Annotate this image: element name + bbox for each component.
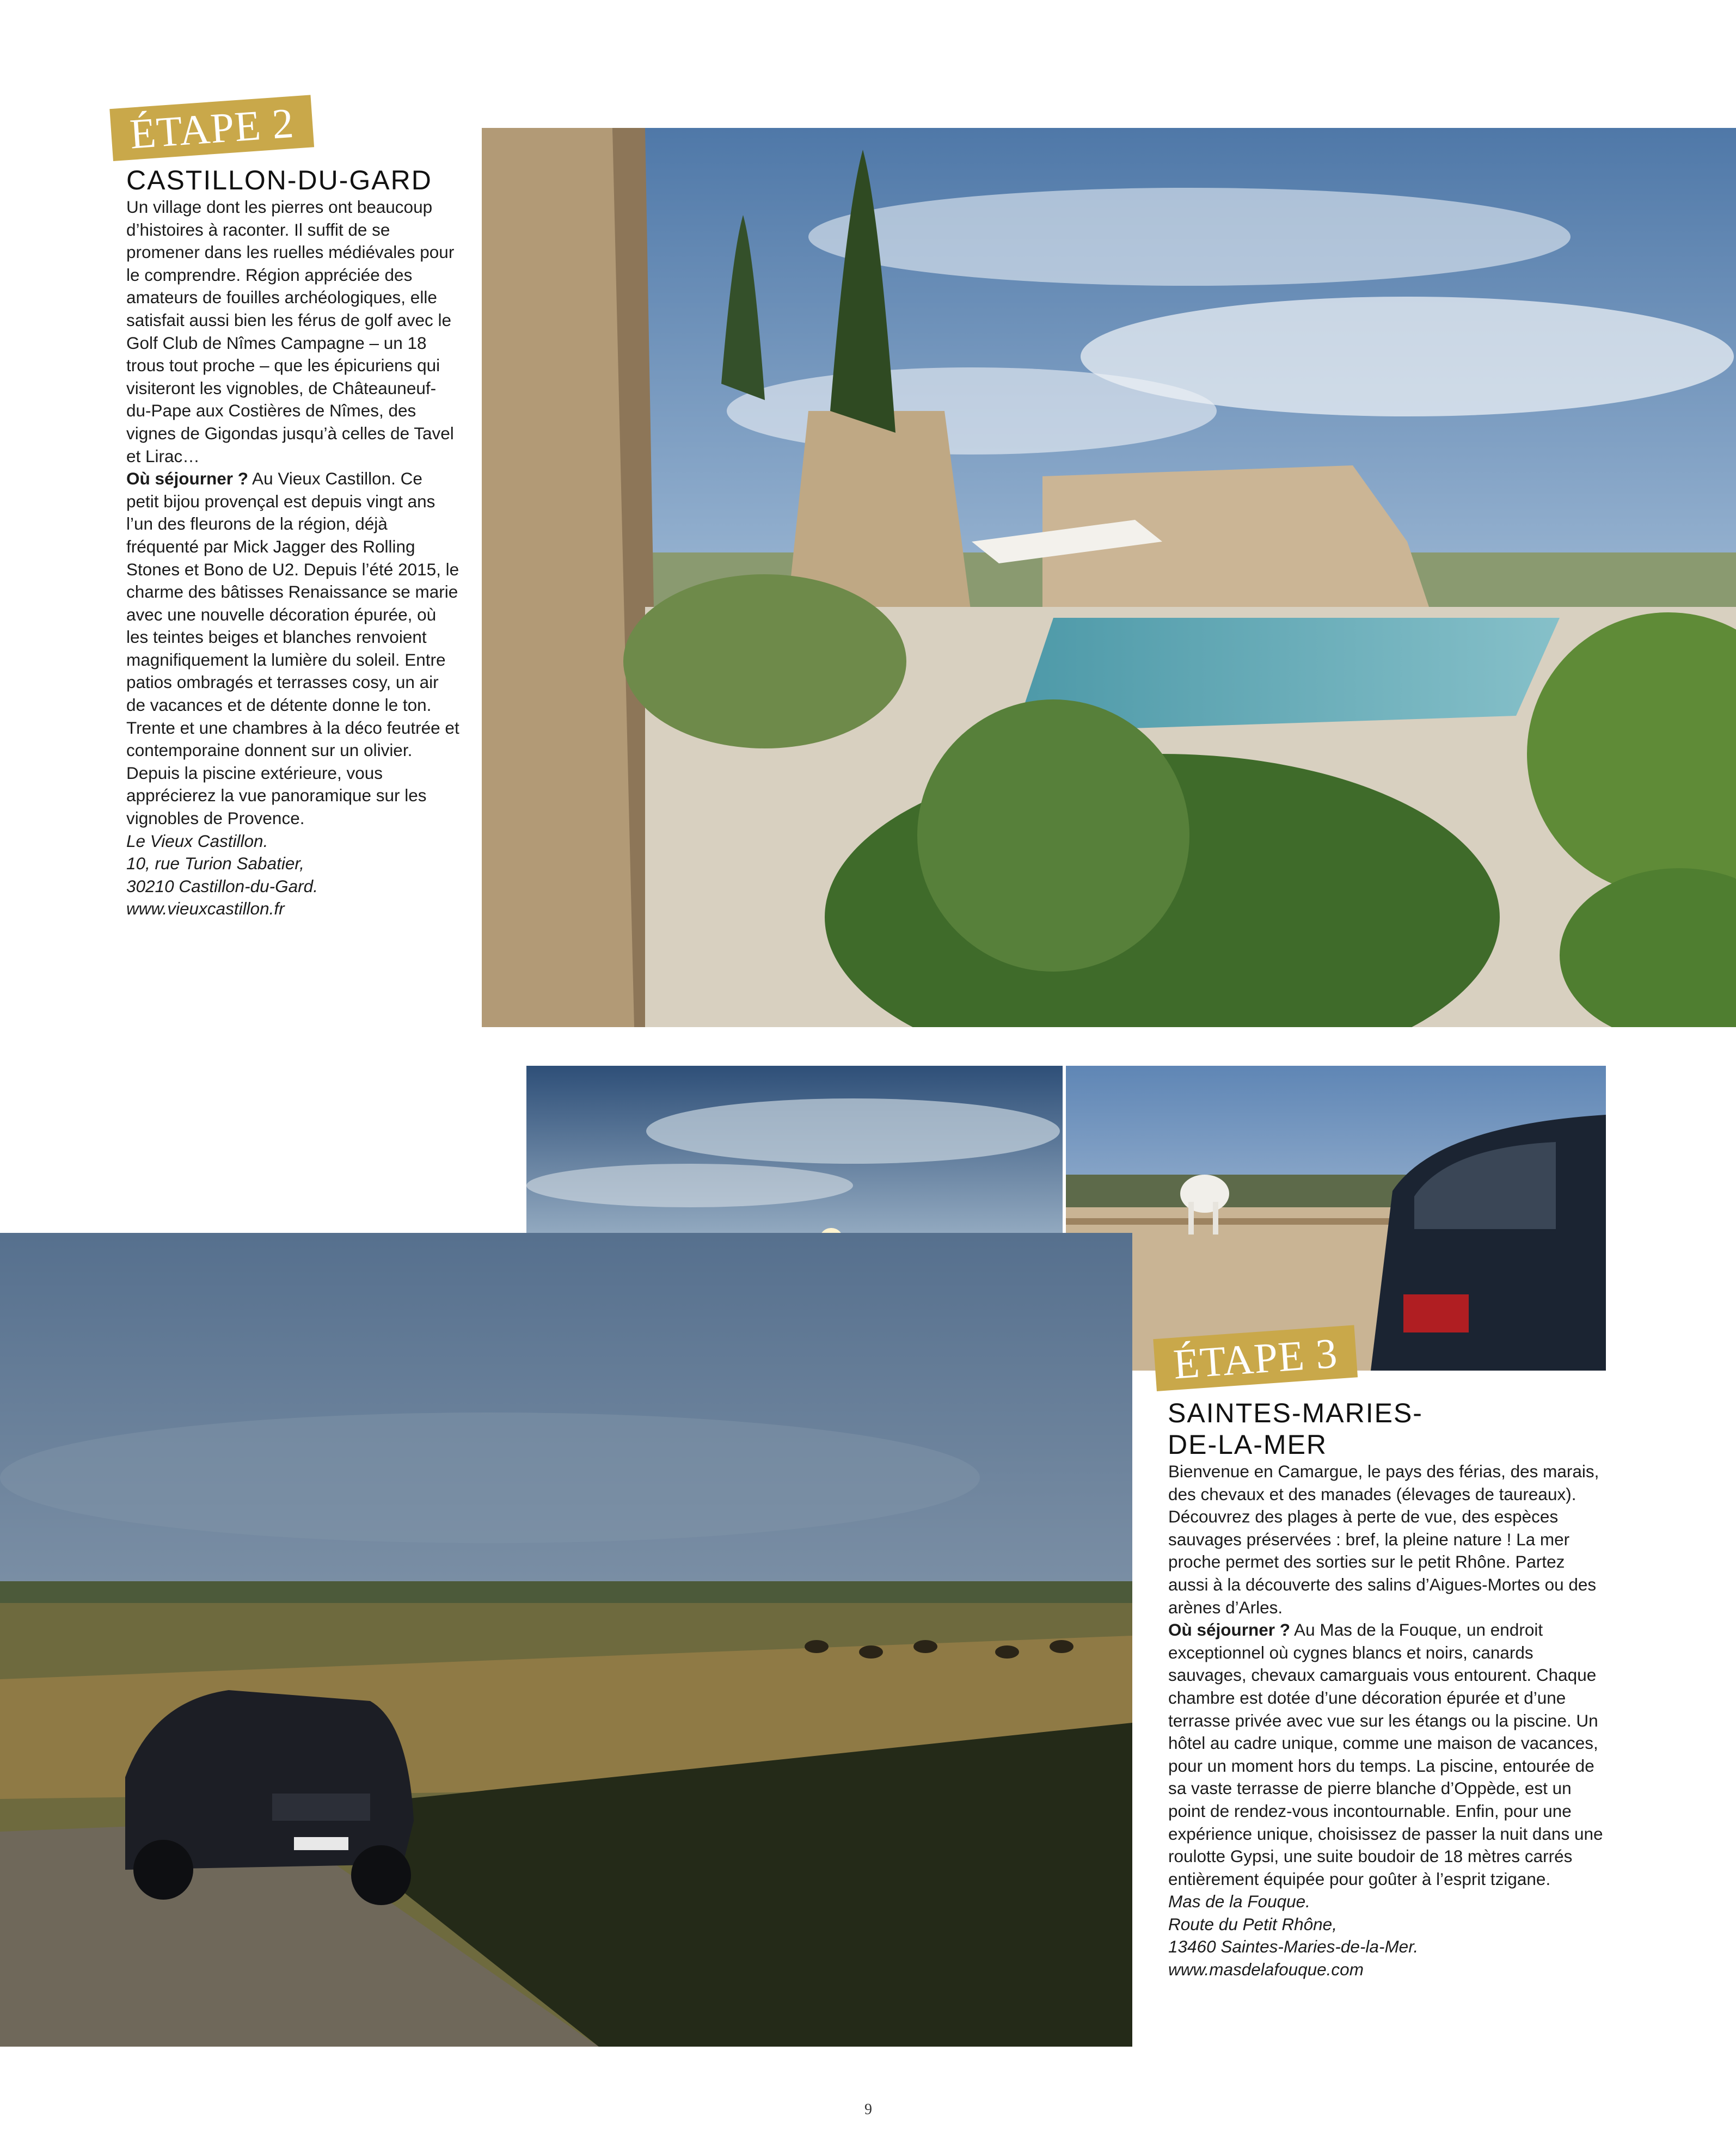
stage2-address-street: 10, rue Turion Sabatier, — [126, 853, 304, 874]
stage3-website-link[interactable]: www.masdelafouque.com — [1168, 1960, 1364, 1980]
stage2-stay-label: Où séjourner ? — [126, 469, 249, 489]
stage2-title: CASTILLON-DU-GARD — [126, 165, 432, 195]
stage2-stay — [126, 468, 459, 830]
stage3-title: SAINTES-MARIES- DE-LA-MER — [1168, 1398, 1423, 1460]
stage2-address-city: 30210 Castillon-du-Gard. — [126, 876, 318, 896]
stage3-stay-text: Au Mas de la Fouque, un endroit exceptionnel où cygnes blancs et noirs, canards sauvages, chevaux camarguais vous entourent. Chaque chambre est dotée d’une décoration épurée et d’une terrasse privée avec vue sur les étangs ou la piscine. Un hôtel au cadre unique, comme une maison de vacances, pour un moment hors du temps. La piscine, entourée de sa vaste terrasse de pierre blanche d’Oppède, est un point de rendez-vous incontournable. Enfin, pour une expérience unique, choisissez de passer la nuit dans une roulotte Gypsi, une suite boudoir de 18 mètres carrés entièrement équipée pour goûter à l’esprit tzigane. — [1168, 1620, 1603, 1889]
stage3-address-street: Route du Petit Rhône, — [1168, 1914, 1337, 1934]
stage2-address-name: Le Vieux Castillon. — [126, 831, 268, 851]
page-number: 9 — [864, 2101, 872, 2118]
stage3-body — [1168, 1460, 1604, 1981]
stage3-address-city: 13460 Saintes-Maries-de-la-Mer. — [1168, 1937, 1419, 1957]
stage3-address-name: Mas de la Fouque. — [1168, 1892, 1310, 1912]
stage3-stay-label: Où séjourner ? — [1168, 1620, 1291, 1640]
photo-hotel-pool — [482, 128, 1736, 1027]
photo-horse-car — [1066, 1066, 1606, 1371]
stage3-paragraph: Bienvenue en Camargue, le pays des férias, des marais, des chevaux et des manades (élevages de taureaux). Découvrez des plages à perte de vue, des espèces sauvages préservées : bref, la pleine nature ! La mer proche permet des sorties sur le petit Rhône. Partez aussi à la découverte des salins d’Aigues-Mortes ou des arènes d’Arles. — [1168, 1461, 1599, 1617]
stage3-badge: ÉTAPE 3 — [1153, 1325, 1358, 1391]
stage2-badge: ÉTAPE 2 — [109, 95, 314, 161]
stage2-stay-text: Au Vieux Castillon. Ce petit bijou provençal est depuis vingt ans l’un des fleurons de la région, déjà fréquenté par Mick Jagger des Rolling Stones et Bono de U2. Depuis l’été 2015, le charme des bâtisses Renaissance se marie avec une nouvelle décoration épurée, où les teintes beiges et blanches renvoient magnifiquement la lumière du soleil. Entre patios ombragés et terrasses cosy, un air de vacances et de détente donne le ton. Trente et une chambres à la déco feutrée et contemporaine donnent sur un olivier. Depuis la piscine extérieure, vous apprécierez la vue panoramique sur les vignobles de Provence. — [126, 469, 459, 828]
photo-car-camargue — [0, 1233, 1132, 2047]
stage3-stay — [1168, 1619, 1604, 1890]
stage2-paragraph: Un village dont les pierres ont beaucoup d’histoires à raconter. Il suffit de se promener dans les ruelles médiévales pour le comprendre. Région appréciée des amateurs de fouilles archéologiques, elle satisfait aussi bien les férus de golf avec le Golf Club de Nîmes Campagne – un 18 trous tout proche – que les épicuriens qui visiteront les vignobles, de Châteauneuf-du-Pape aux Costières de Nîmes, des vignes de Gigondas jusqu’à celles de Tavel et Lirac… — [126, 197, 455, 466]
stage2-website-link[interactable]: www.vieuxcastillon.fr — [126, 899, 285, 919]
stage2-body — [126, 196, 459, 920]
